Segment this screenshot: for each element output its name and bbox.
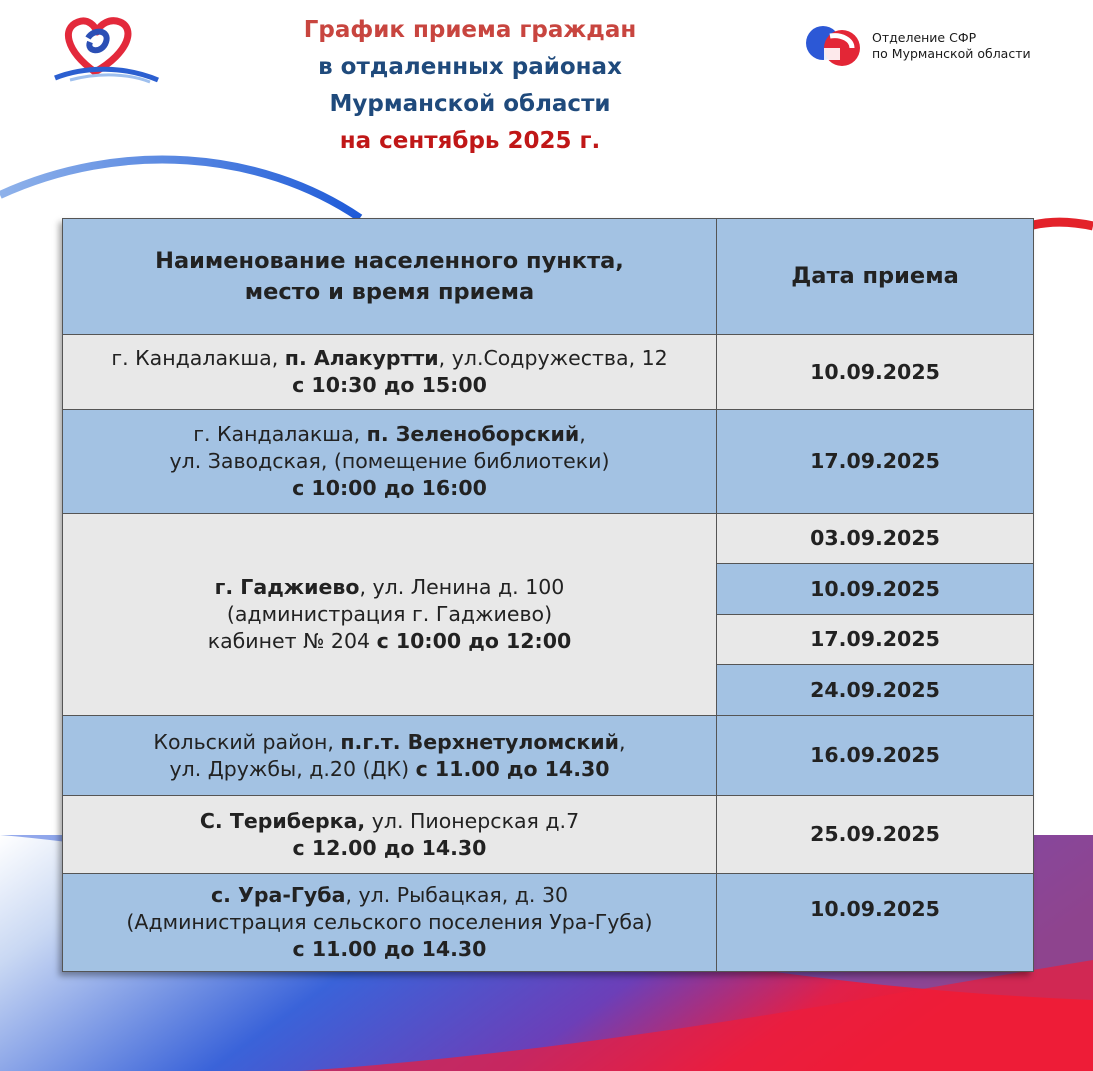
title-line-3: Мурманской области [329,91,611,117]
heart-ribbon-logo [50,10,160,85]
header-date: Дата приема [717,219,1034,335]
location-cell [63,335,717,410]
address-text: ул. Пионерская д.7 [365,808,580,833]
reception-time: с 12.00 до 14.30 [292,835,487,860]
date-cell: 03.09.2025 [717,514,1034,564]
date-cell: 10.09.2025 [717,874,1034,972]
reception-time: с 10:00 до 16:00 [292,476,487,500]
address-text: ул. Заводская, (помещение библиотеки) [169,449,610,473]
location-text: г. Кандалакша, [193,422,367,446]
page-title [200,12,740,160]
settlement-name: п. Зеленоборский [366,422,580,446]
address-text: , ул. Рыбацкая, д. 30 [345,883,569,907]
date-cell: 10.09.2025 [717,564,1034,615]
location-cell [63,410,717,514]
settlement-name: п.г.т. Верхнетуломский [340,729,620,754]
address-text: ул. Дружбы, д.20 (ДК) [169,756,416,781]
reception-time: с 10:30 до 15:00 [292,373,487,397]
date-cell: 17.09.2025 [717,410,1034,514]
table-row [63,410,1034,514]
date-cell: 16.09.2025 [717,716,1034,796]
table-row [63,716,1034,796]
title-line-4: на сентябрь 2025 г. [339,128,601,154]
schedule-table [62,218,1033,972]
org-line-2: по Мурманской области [872,46,1031,61]
settlement-name: г. Гаджиево [214,575,360,599]
reception-time: с 11.00 до 14.30 [292,937,487,961]
title-line-2: в отдаленных районах [318,54,622,80]
table-row [63,796,1034,874]
header-location [63,219,717,335]
address-text: , [579,422,586,446]
location-cell [63,796,717,874]
sfr-logo [802,20,1072,72]
address-text: , ул. Ленина д. 100 [359,575,565,599]
reception-time: с 10:00 до 12:00 [376,629,572,653]
org-line-1: Отделение СФР [872,30,977,45]
date-cell: 10.09.2025 [717,335,1034,410]
table-row [63,514,1034,564]
header-location-line-1: Наименование населенного пункта, [155,247,624,274]
room-text: кабинет № 204 [207,629,377,653]
reception-time: с 11.00 до 14.30 [415,756,610,781]
address-text: , [619,729,626,754]
location-cell [63,874,717,972]
location-cell [63,514,717,716]
location-text: г. Кандалакша, [111,346,285,370]
table-row [63,874,1034,972]
table-header-row [63,219,1034,335]
header-location-line-2: место и время приема [244,278,535,305]
location-text: Кольский район, [153,729,341,754]
address-text: , ул.Содружества, 12 [438,346,668,370]
settlement-name: С. Териберка, [199,808,366,833]
table-row [63,335,1034,410]
settlement-name: с. Ура-Губа [210,883,346,907]
date-cell: 24.09.2025 [717,665,1034,716]
date-cell: 25.09.2025 [717,796,1034,874]
address-text: (Администрация сельского поселения Ура-Губа) [126,910,653,934]
sfr-logo-mark [802,20,864,72]
settlement-name: п. Алакуртти [284,346,439,370]
title-line-1: График приема граждан [303,17,637,43]
org-name [872,30,1031,62]
date-cell: 17.09.2025 [717,615,1034,665]
address-text: (администрация г. Гаджиево) [226,602,553,626]
location-cell [63,716,717,796]
